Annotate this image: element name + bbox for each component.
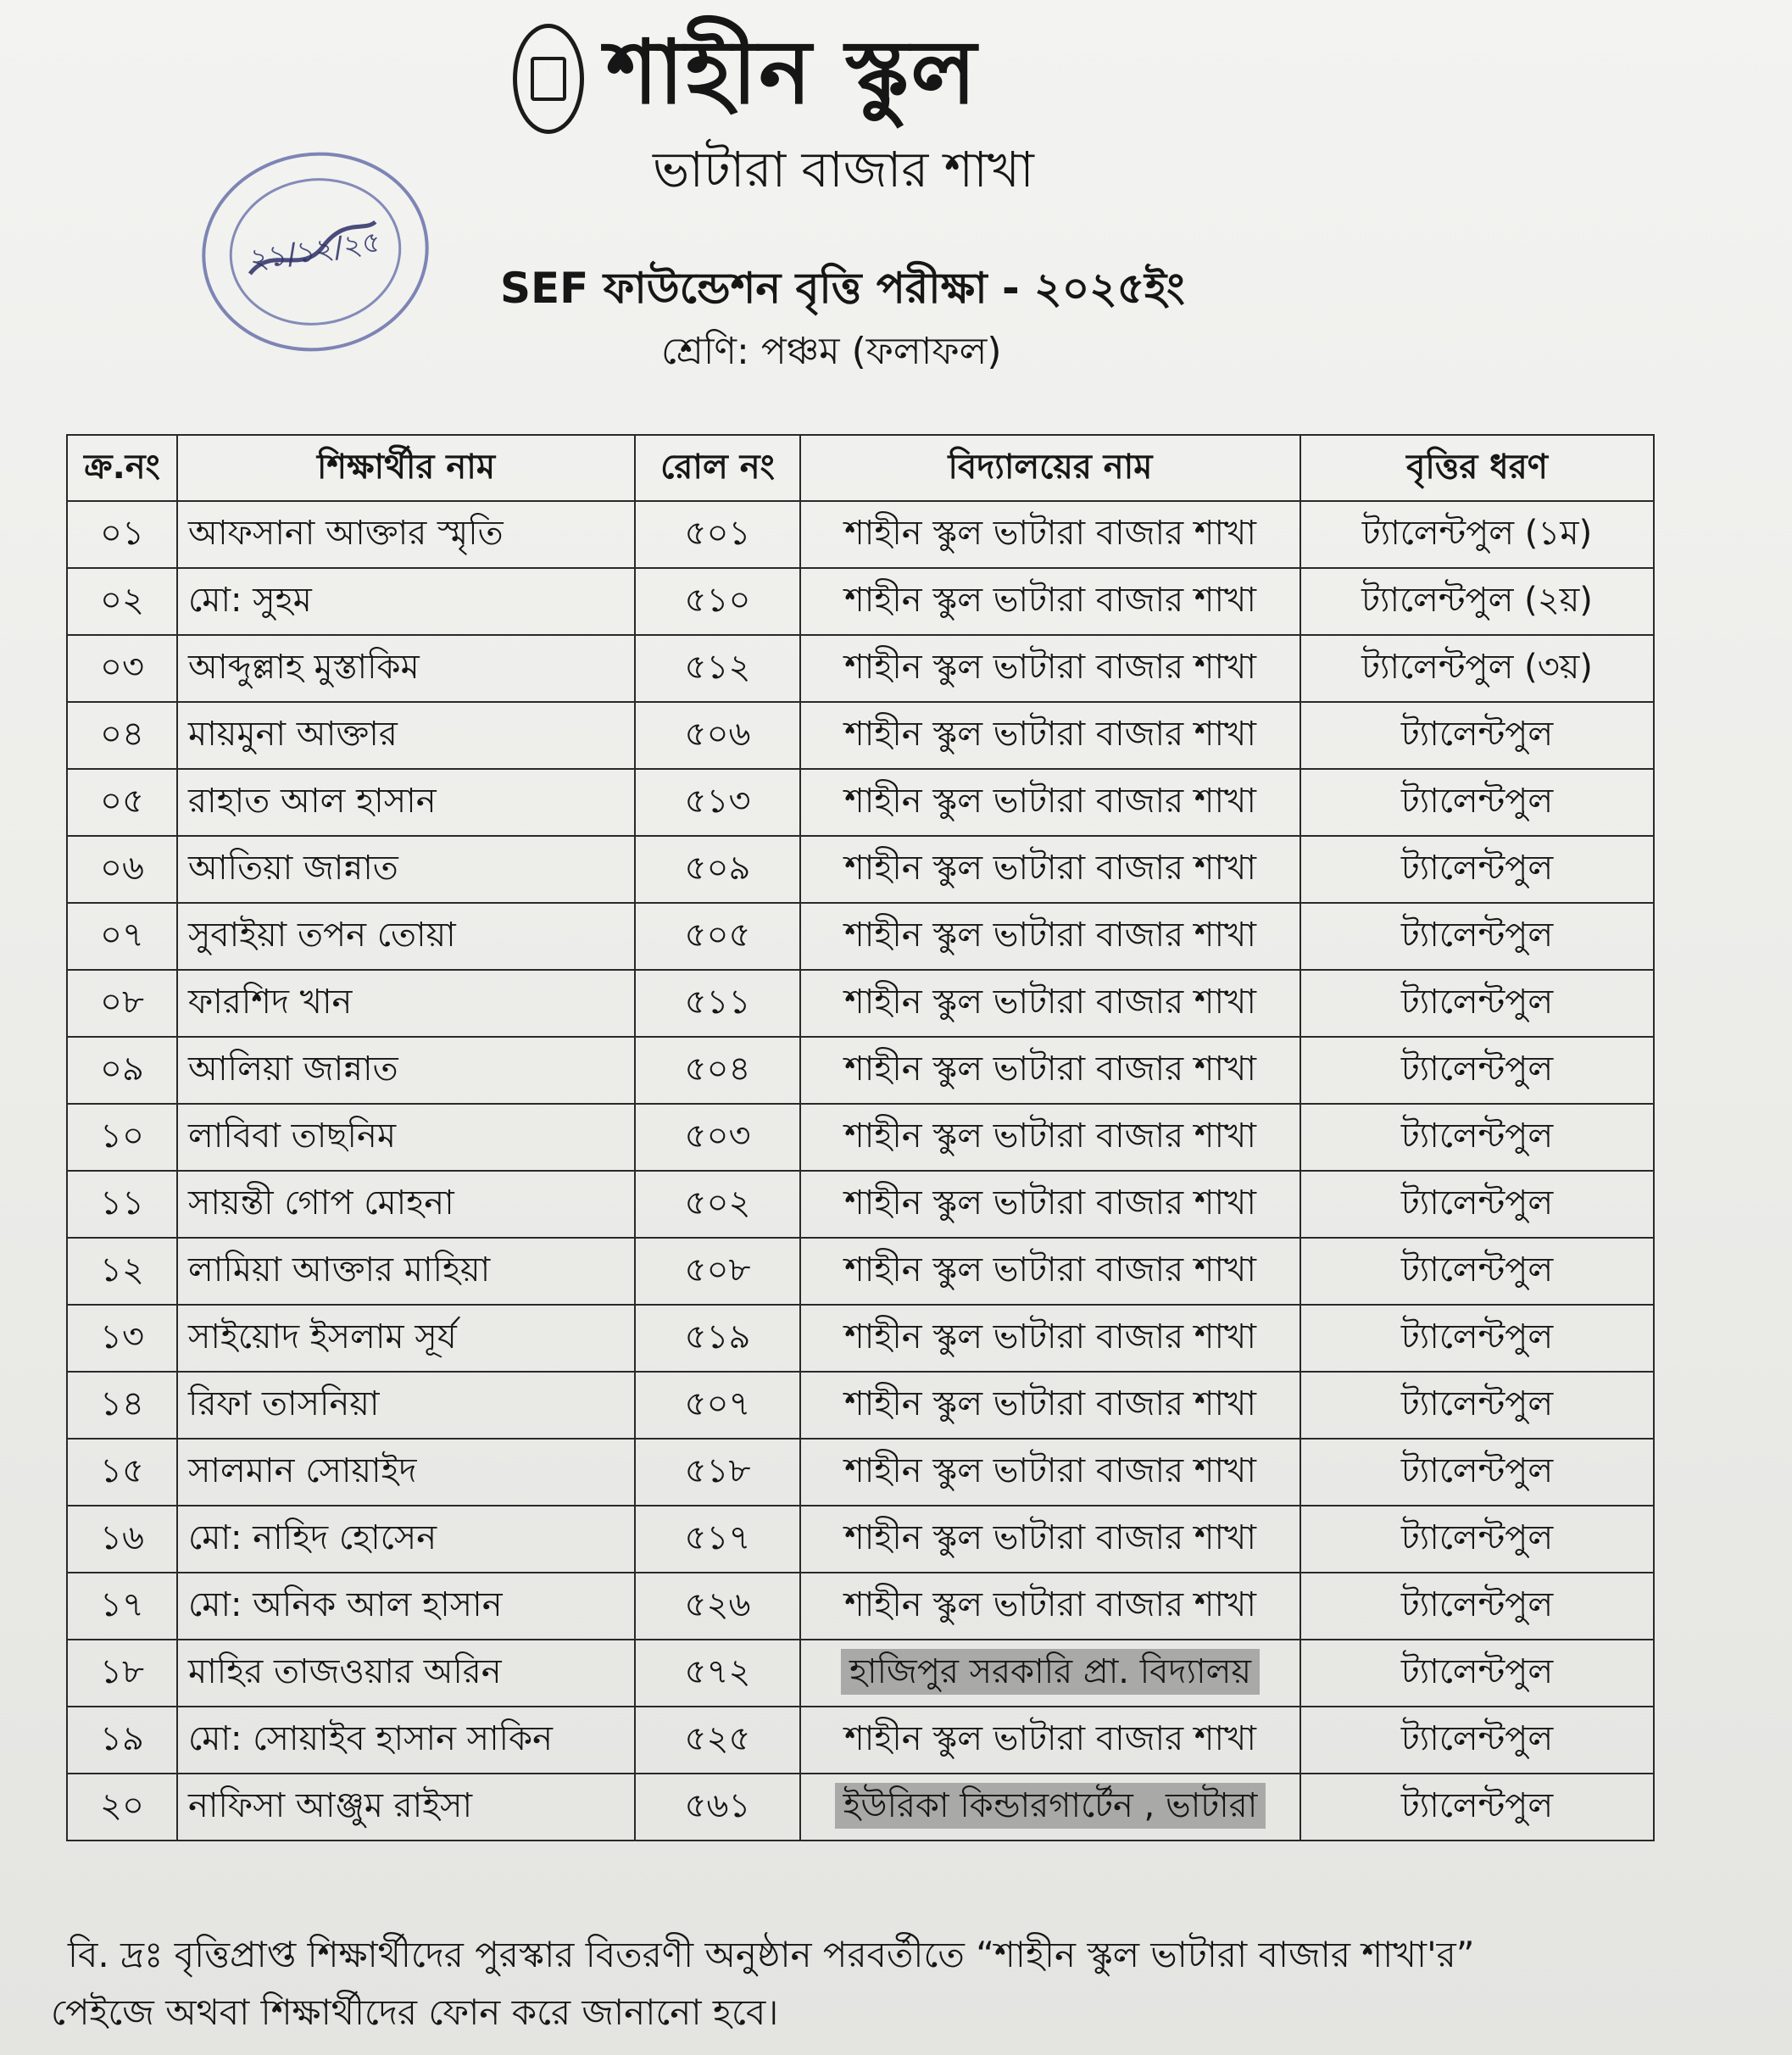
seal-date: ২১/১২/২৫: [248, 225, 383, 277]
book-icon: [531, 57, 566, 101]
cell-serial: ১২: [67, 1238, 177, 1305]
table-row: [67, 1506, 1654, 1573]
cell-student-name: রাহাত আল হাসান: [177, 769, 635, 836]
cell-school-name: শাহীন স্কুল ভাটারা বাজার শাখা: [800, 1305, 1300, 1372]
table-row: [67, 1439, 1654, 1506]
table-row: [67, 1238, 1654, 1305]
cell-student-name: সালমান সোয়াইদ: [177, 1439, 635, 1506]
document-header: [0, 0, 1792, 424]
cell-scholarship-type: ট্যালেন্টপুল: [1300, 769, 1654, 836]
class-result-line: শ্রেণি: পঞ্চম (ফলাফল): [661, 330, 1002, 373]
table-row: [67, 635, 1654, 702]
cell-student-name: মো: সোয়াইব হাসান সাকিন: [177, 1707, 635, 1774]
cell-student-name: রিফা তাসনিয়া: [177, 1372, 635, 1439]
cell-roll: ৫১৯: [635, 1305, 800, 1372]
header-serial: ক্র.নং: [67, 435, 177, 501]
cell-roll: ৫০৮: [635, 1238, 800, 1305]
cell-student-name: লামিয়া আক্তার মাহিয়া: [177, 1238, 635, 1305]
cell-school-name: শাহীন স্কুল ভাটারা বাজার শাখা: [800, 769, 1300, 836]
cell-scholarship-type: ট্যালেন্টপুল: [1300, 1305, 1654, 1372]
cell-school-name: [800, 1640, 1300, 1707]
table-row: [67, 1305, 1654, 1372]
cell-school-name: শাহীন স্কুল ভাটারা বাজার শাখা: [800, 1238, 1300, 1305]
cell-roll: ৫৬১: [635, 1774, 800, 1841]
cell-serial: ১১: [67, 1171, 177, 1238]
cell-school-name: শাহীন স্কুল ভাটারা বাজার শাখা: [800, 635, 1300, 702]
header-scholarship-type: বৃত্তির ধরণ: [1300, 435, 1654, 501]
cell-serial: ১০: [67, 1104, 177, 1171]
highlighted-school-name: হাজিপুর সরকারি প্রা. বিদ্যালয়: [841, 1649, 1260, 1695]
table-row: [67, 1573, 1654, 1640]
cell-school-name: [800, 1774, 1300, 1841]
cell-roll: ৫২৬: [635, 1573, 800, 1640]
cell-school-name: শাহীন স্কুল ভাটারা বাজার শাখা: [800, 501, 1300, 568]
table-row: [67, 1640, 1654, 1707]
cell-student-name: মো: সুহম: [177, 568, 635, 635]
cell-serial: ১৭: [67, 1573, 177, 1640]
table-row: [67, 1104, 1654, 1171]
cell-roll: ৫১৮: [635, 1439, 800, 1506]
cell-serial: ১৬: [67, 1506, 177, 1573]
cell-student-name: আতিয়া জান্নাত: [177, 836, 635, 903]
cell-roll: ৫৭২: [635, 1640, 800, 1707]
cell-serial: ২০: [67, 1774, 177, 1841]
cell-serial: ১৫: [67, 1439, 177, 1506]
cell-roll: ৫১৭: [635, 1506, 800, 1573]
cell-scholarship-type: ট্যালেন্টপুল: [1300, 970, 1654, 1037]
cell-roll: ৫১২: [635, 635, 800, 702]
cell-scholarship-type: ট্যালেন্টপুল: [1300, 1640, 1654, 1707]
highlighted-school-name: ইউরিকা কিন্ডারগার্টেন , ভাটারা: [835, 1783, 1266, 1829]
cell-scholarship-type: ট্যালেন্টপুল: [1300, 1707, 1654, 1774]
cell-scholarship-type: ট্যালেন্টপুল: [1300, 1171, 1654, 1238]
cell-roll: ৫১০: [635, 568, 800, 635]
cell-school-name: শাহীন স্কুল ভাটারা বাজার শাখা: [800, 1171, 1300, 1238]
header-roll: রোল নং: [635, 435, 800, 501]
cell-roll: ৫০৫: [635, 903, 800, 970]
cell-school-name: শাহীন স্কুল ভাটারা বাজার শাখা: [800, 1372, 1300, 1439]
table-body: [67, 501, 1654, 1841]
cell-student-name: আলিয়া জান্নাত: [177, 1037, 635, 1104]
footer-note: [51, 1926, 1738, 2045]
table-row: [67, 769, 1654, 836]
results-table: [66, 434, 1655, 1841]
cell-roll: ৫২৫: [635, 1707, 800, 1774]
cell-student-name: সায়ন্তী গোপ মোহনা: [177, 1171, 635, 1238]
cell-roll: ৫১১: [635, 970, 800, 1037]
cell-scholarship-type: ট্যালেন্টপুল: [1300, 702, 1654, 769]
cell-school-name: শাহীন স্কুল ভাটারা বাজার শাখা: [800, 1439, 1300, 1506]
cell-serial: ০৬: [67, 836, 177, 903]
cell-serial: ০৯: [67, 1037, 177, 1104]
cell-school-name: শাহীন স্কুল ভাটারা বাজার শাখা: [800, 568, 1300, 635]
school-logo-icon: [513, 24, 584, 134]
cell-serial: ০৮: [67, 970, 177, 1037]
cell-student-name: মাহির তাজওয়ার অরিন: [177, 1640, 635, 1707]
cell-scholarship-type: ট্যালেন্টপুল: [1300, 1238, 1654, 1305]
cell-scholarship-type: ট্যালেন্টপুল (৩য়): [1300, 635, 1654, 702]
cell-school-name: শাহীন স্কুল ভাটারা বাজার শাখা: [800, 1506, 1300, 1573]
cell-student-name: মায়মুনা আক্তার: [177, 702, 635, 769]
cell-scholarship-type: ট্যালেন্টপুল: [1300, 1037, 1654, 1104]
cell-school-name: শাহীন স্কুল ভাটারা বাজার শাখা: [800, 1104, 1300, 1171]
cell-student-name: লাবিবা তাছনিম: [177, 1104, 635, 1171]
school-seal-stamp: [183, 131, 448, 374]
cell-scholarship-type: ট্যালেন্টপুল: [1300, 903, 1654, 970]
exam-title: SEF ফাউন্ডেশন বৃত্তি পরীক্ষা - ২০২৫ইং: [500, 264, 1185, 313]
table-header-row: [67, 435, 1654, 501]
cell-serial: ১৩: [67, 1305, 177, 1372]
cell-serial: ০৫: [67, 769, 177, 836]
table-row: [67, 1774, 1654, 1841]
header-student-name: শিক্ষার্থীর নাম: [177, 435, 635, 501]
cell-serial: ০৩: [67, 635, 177, 702]
cell-student-name: মো: অনিক আল হাসান: [177, 1573, 635, 1640]
cell-school-name: শাহীন স্কুল ভাটারা বাজার শাখা: [800, 903, 1300, 970]
header-school-name: বিদ্যালয়ের নাম: [800, 435, 1300, 501]
cell-school-name: শাহীন স্কুল ভাটারা বাজার শাখা: [800, 836, 1300, 903]
cell-roll: ৫০১: [635, 501, 800, 568]
cell-scholarship-type: ট্যালেন্টপুল: [1300, 1439, 1654, 1506]
table-row: [67, 1372, 1654, 1439]
cell-school-name: শাহীন স্কুল ভাটারা বাজার শাখা: [800, 702, 1300, 769]
table-row: [67, 501, 1654, 568]
cell-school-name: শাহীন স্কুল ভাটারা বাজার শাখা: [800, 970, 1300, 1037]
school-name: শাহীন স্কুল: [606, 20, 978, 124]
cell-student-name: সুবাইয়া তপন তোয়া: [177, 903, 635, 970]
cell-scholarship-type: ট্যালেন্টপুল: [1300, 836, 1654, 903]
footer-note-line-2: পেইজে অথবা শিক্ষার্থীদের ফোন করে জানানো হবে।: [51, 1991, 779, 2033]
results-table-container: [66, 434, 1653, 1841]
cell-scholarship-type: ট্যালেন্টপুল: [1300, 1104, 1654, 1171]
cell-school-name: শাহীন স্কুল ভাটারা বাজার শাখা: [800, 1707, 1300, 1774]
cell-roll: ৫০৯: [635, 836, 800, 903]
footer-note-line-1: বি. দ্রঃ বৃত্তিপ্রাপ্ত শিক্ষার্থীদের পুরস্কার বিতরণী অনুষ্ঠান পরবর্তীতে “শাহীন স্কুল ভাটারা বাজার শাখা'র”: [68, 1934, 1475, 1975]
cell-student-name: নাফিসা আঞ্জুম রাইসা: [177, 1774, 635, 1841]
table-row: [67, 903, 1654, 970]
cell-scholarship-type: ট্যালেন্টপুল: [1300, 1774, 1654, 1841]
cell-school-name: শাহীন স্কুল ভাটারা বাজার শাখা: [800, 1573, 1300, 1640]
cell-roll: ৫০৩: [635, 1104, 800, 1171]
cell-roll: ৫১৩: [635, 769, 800, 836]
cell-serial: ০৭: [67, 903, 177, 970]
table-row: [67, 568, 1654, 635]
cell-scholarship-type: ট্যালেন্টপুল: [1300, 1372, 1654, 1439]
cell-serial: ০৪: [67, 702, 177, 769]
cell-student-name: সাইয়োদ ইসলাম সূর্য: [177, 1305, 635, 1372]
cell-scholarship-type: ট্যালেন্টপুল (২য়): [1300, 568, 1654, 635]
cell-roll: ৫০২: [635, 1171, 800, 1238]
cell-serial: ০১: [67, 501, 177, 568]
cell-student-name: আফসানা আক্তার স্মৃতি: [177, 501, 635, 568]
cell-roll: ৫০৭: [635, 1372, 800, 1439]
table-row: [67, 1707, 1654, 1774]
table-row: [67, 1171, 1654, 1238]
cell-serial: ১৪: [67, 1372, 177, 1439]
cell-school-name: শাহীন স্কুল ভাটারা বাজার শাখা: [800, 1037, 1300, 1104]
cell-serial: ১৮: [67, 1640, 177, 1707]
cell-student-name: আব্দুল্লাহ মুস্তাকিম: [177, 635, 635, 702]
table-row: [67, 702, 1654, 769]
branch-name: ভাটারা বাজার শাখা: [653, 141, 1034, 198]
cell-serial: ১৯: [67, 1707, 177, 1774]
cell-student-name: মো: নাহিদ হোসেন: [177, 1506, 635, 1573]
cell-roll: ৫০৪: [635, 1037, 800, 1104]
cell-scholarship-type: ট্যালেন্টপুল (১ম): [1300, 501, 1654, 568]
cell-scholarship-type: ট্যালেন্টপুল: [1300, 1573, 1654, 1640]
cell-scholarship-type: ট্যালেন্টপুল: [1300, 1506, 1654, 1573]
cell-serial: ০২: [67, 568, 177, 635]
table-row: [67, 836, 1654, 903]
table-row: [67, 1037, 1654, 1104]
cell-student-name: ফারশিদ খান: [177, 970, 635, 1037]
cell-roll: ৫০৬: [635, 702, 800, 769]
table-row: [67, 970, 1654, 1037]
